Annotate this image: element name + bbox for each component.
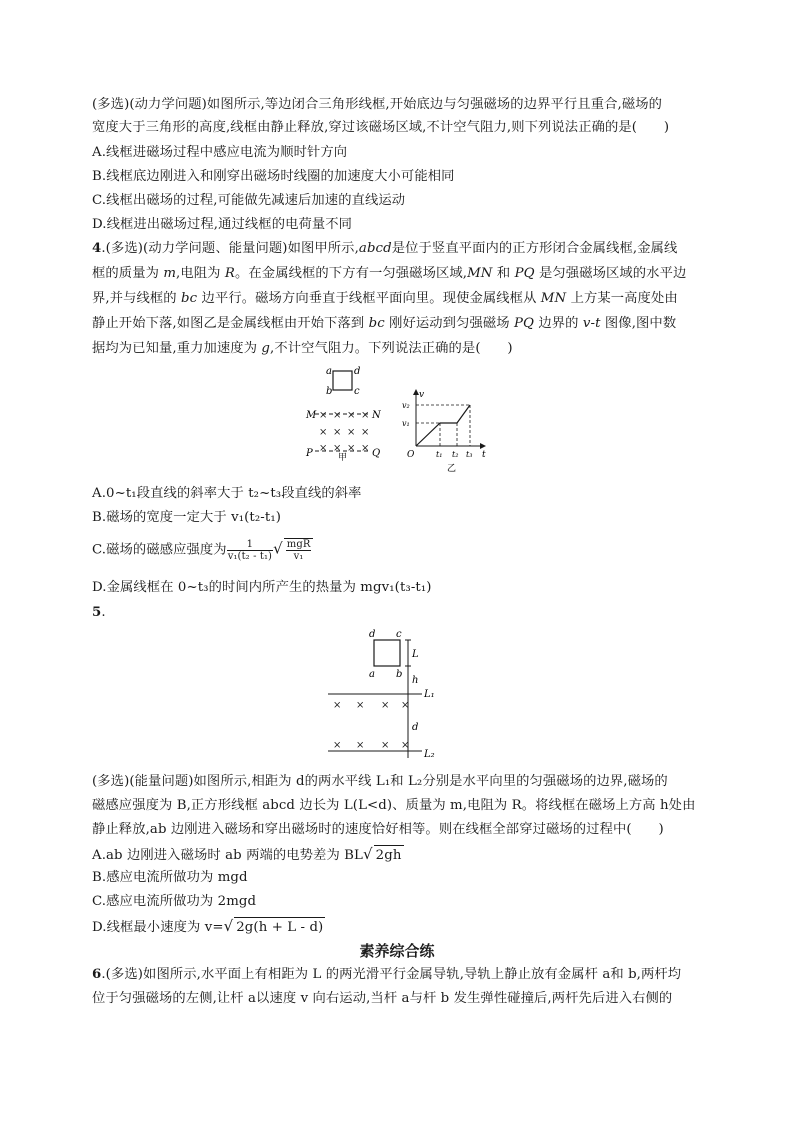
q4-stem-line-2: 框的质量为 m,电阻为 R。在金属线框的下方有一匀强磁场区域,MN 和 PQ 是匀强磁场区域的水平边 [92, 266, 687, 281]
label-a: a [326, 366, 332, 377]
origin-label: O [407, 450, 415, 460]
label-c: c [354, 386, 360, 397]
q4-c-fraction: $\frac{1}{\text{v₁(t₂ - t₁)}}$ [227, 538, 273, 562]
tick-v1: v₁ [402, 419, 410, 428]
q4-option-c: C.磁场的磁感应强度为 $\frac{1}{\text{v₁(t₂ - t₁)}}$ √ $\frac{\text{mgR}}{\text{v₁}}$ [92, 538, 313, 562]
svg-text:×: × [347, 443, 356, 454]
q3-option-a: A.线框进磁场过程中感应电流为顺时针方向 [92, 145, 348, 160]
v-t-curve [416, 405, 470, 446]
label-d: d [354, 366, 361, 377]
q6-stem-line-2: 位于匀强磁场的左侧,让杆 a以速度 v 向右运动,当杆 a与杆 b 发生弹性碰撞后,两杆先后进入右侧的 [92, 991, 673, 1006]
figure-label-yi: 乙 [447, 464, 457, 473]
svg-text:×: × [361, 427, 370, 438]
q6-number: 6 [92, 967, 102, 982]
label-L1: L₁ [424, 689, 435, 700]
label-distance-d: d [412, 722, 419, 733]
q4-option-b: B.磁场的宽度一定大于 v₁(t₂-t₁) [92, 510, 282, 525]
q5-option-c: C.感应电流所做功为 2mgd [92, 894, 257, 909]
t-axis-arrow [480, 443, 486, 449]
svg-text:×: × [347, 410, 356, 421]
svg-text:×: × [381, 740, 390, 751]
tick-t3: t₃ [466, 450, 473, 459]
svg-text:×: × [333, 427, 342, 438]
label-a: a [369, 669, 375, 680]
field-crosses [333, 700, 409, 751]
q4-option-d: D.金属线框在 0~t₃的时间内所产生的热量为 mgv₁(t₃-t₁) [92, 580, 432, 595]
q4-option-a: A.0~t₁段直线的斜率大于 t₂~t₃段直线的斜率 [92, 486, 362, 501]
tick-t1: t₁ [436, 450, 443, 459]
tick-v2: v₂ [402, 401, 410, 410]
q5-number: 5 [92, 605, 102, 620]
q3-stem-line-2: 宽度大于三角形的高度,线框由静止释放,穿过该磁场区域,不计空气阻力,则下列说法正确的是( ) [92, 120, 670, 135]
tick-t2: t₂ [452, 450, 459, 459]
q5-option-a: A.ab 边刚进入磁场时 ab 两端的电势差为 BL√ 2gh [92, 844, 404, 866]
svg-text:×: × [319, 443, 328, 454]
label-N: N [372, 410, 381, 421]
svg-text:×: × [333, 700, 342, 711]
svg-text:×: × [333, 410, 342, 421]
q3-option-c: C.线框出磁场的过程,可能做先减速后加速的直线运动 [92, 193, 406, 208]
q4-stem-line-1: 4.(多选)(动力学问题、能量问题)如图甲所示,abcd是位于竖直平面内的正方形闭合金属线框,金属线 [92, 241, 678, 256]
square-frame [333, 371, 352, 390]
q5-stem-line-2: 磁感应强度为 B,正方形线框 abcd 边长为 L(L<d)、质量为 m,电阻为 R。将线框在磁场上方高 h处由 [92, 798, 696, 813]
svg-text:×: × [361, 410, 370, 421]
svg-text:×: × [361, 443, 370, 454]
svg-text:×: × [319, 427, 328, 438]
figure-label-jia: 甲 [338, 453, 348, 462]
svg-text:×: × [347, 427, 356, 438]
label-c: c [396, 629, 402, 640]
q4-stem-line-3: 界,并与线框的 bc 边平行。磁场方向垂直于线框平面向里。现使金属线框从 MN 上方某一高度处由 [92, 291, 678, 306]
q3-option-b: B.线框底边刚进入和刚穿出磁场时线圈的加速度大小可能相同 [92, 169, 455, 184]
svg-text:×: × [356, 740, 365, 751]
svg-text:×: × [333, 443, 342, 454]
axis-label-t: t [482, 450, 486, 460]
q5-figure [322, 626, 452, 766]
q3-stem-line-1: (多选)(动力学问题)如图所示,等边闭合三角形线框,开始底边与匀强磁场的边界平行且重合,磁场的 [92, 97, 663, 112]
q5-stem-line-3: 静止释放,ab 边刚进入磁场和穿出磁场时的速度恰好相等。则在线框全部穿过磁场的过程中( ) [92, 822, 664, 837]
label-d: d [369, 629, 376, 640]
label-L2: L₂ [424, 749, 435, 760]
label-h: h [412, 675, 419, 686]
label-Q: Q [372, 448, 381, 459]
q4-stem-line-4: 静止开始下落,如图乙是金属线框由开始下落到 bc 刚好运动到匀强磁场 PQ 边界的 v-t 图像,图中数 [92, 316, 677, 331]
q4-number: 4 [92, 241, 102, 256]
label-b: b [326, 386, 333, 397]
label-P: P [306, 448, 313, 459]
field-crosses [319, 410, 369, 454]
section-title: 素养综合练 [359, 942, 435, 960]
svg-text:×: × [401, 740, 410, 751]
square-frame [374, 640, 400, 666]
label-M: M [306, 410, 317, 421]
q4-figure-jia [300, 362, 390, 462]
svg-text:×: × [381, 700, 390, 711]
label-b: b [396, 669, 403, 680]
q5-option-d: D.线框最小速度为 v=√ 2g(h + L - d) [92, 916, 325, 938]
q4-figure-yi [400, 388, 490, 473]
q3-option-d: D.线框进出磁场过程,通过线框的电荷量不同 [92, 217, 353, 232]
label-L: L [412, 649, 419, 660]
svg-text:×: × [333, 740, 342, 751]
q6-stem-line-1: 6.(多选)如图所示,水平面上有相距为 L 的两光滑平行金属导轨,导轨上静止放有金属杆 a和 b,两杆均 [92, 967, 682, 982]
q4-stem-line-5: 据均为已知量,重力加速度为 g,不计空气阻力。下列说法正确的是( ) [92, 341, 513, 356]
q5-stem-line-1: (多选)(能量问题)如图所示,相距为 d的两水平线 L₁和 L₂分别是水平向里的匀强磁场的边界,磁场的 [92, 774, 668, 789]
svg-text:×: × [356, 700, 365, 711]
svg-text:×: × [401, 700, 410, 711]
q4-c-sqrt: $\frac{\text{mgR}}{\text{v₁}}$ [284, 538, 314, 562]
q5-number-line: 5. [92, 605, 106, 620]
axis-label-v: v [419, 390, 425, 400]
svg-text:×: × [319, 410, 328, 421]
q5-option-b: B.感应电流所做功为 mgd [92, 870, 248, 885]
